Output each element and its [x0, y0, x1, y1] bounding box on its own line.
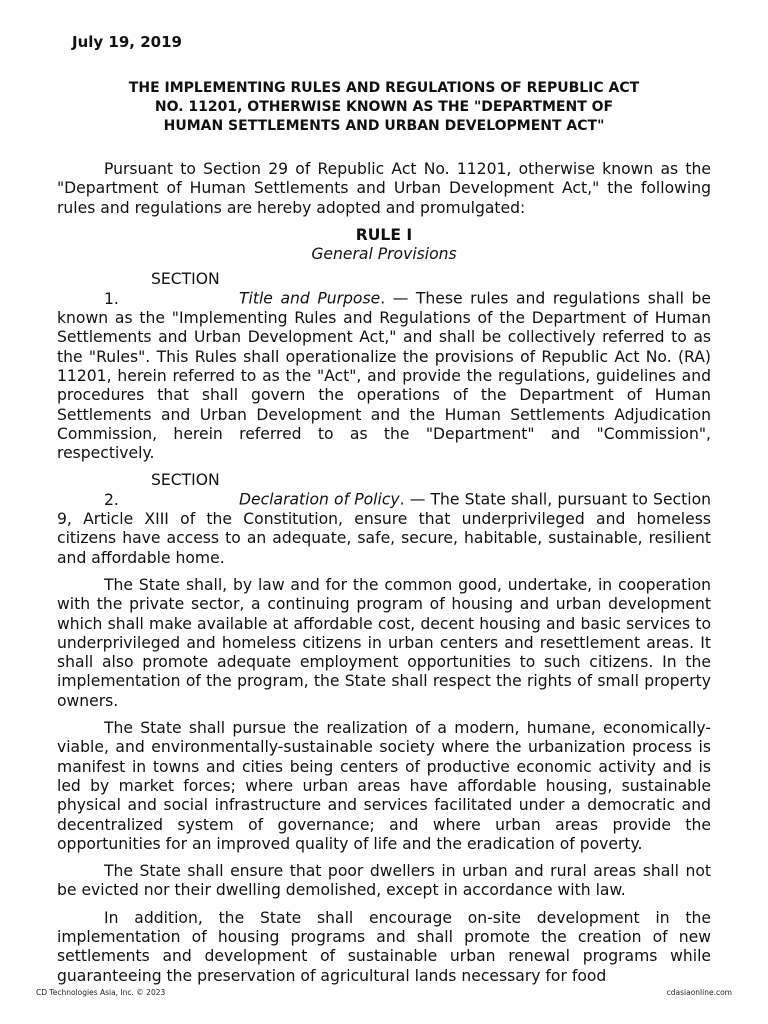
footer-website: cdasiaonline.com — [666, 988, 732, 997]
body-paragraph: In addition, the State shall encourage on-site development in the implementation of housing programs and shall promote the creation of new settlements and development of sustainable urban renewal programs while guaranteeing the preservation of agricultural lands necessary for food — [57, 908, 711, 985]
section-1-title: Title and Purpose — [239, 289, 381, 308]
section-2-paragraph — [57, 471, 711, 567]
title-line: HUMAN SETTLEMENTS AND URBAN DEVELOPMENT ACT" — [163, 118, 605, 134]
title-line: NO. 11201, OTHERWISE KNOWN AS THE "DEPARTMENT OF — [154, 99, 614, 115]
document-title — [57, 79, 711, 136]
section-2-text: . — The State shall, pursuant to Section 9, Article XIII of the Constitution, ensure that underprivileged and homeless citizens have access to an adequate, safe, secure, habitable, sustainable, resilient and affordable home. — [57, 490, 711, 567]
preamble-paragraph: Pursuant to Section 29 of Republic Act No. 11201, otherwise known as the "Department of Human Settlements and Urban Development Act," the following rules and regulations are hereby adopted and promulgated: — [57, 160, 711, 217]
body-paragraph: The State shall pursue the realization of a modern, humane, economically-viable, and environmentally-sustainable society where the urbanization process is manifest in towns and cities being centers of productive economic activity and is led by market forces; where urban areas have affordable housing, sustainable physical and social infrastructure and services facilitated under a democratic and decentralized system of governance; and where urban areas provide the opportunities for an improved quality of life and the eradication of poverty. — [57, 719, 711, 853]
rule-number: RULE I — [355, 225, 413, 244]
rule-name: General Provisions — [311, 245, 457, 264]
section-1-paragraph — [57, 270, 711, 463]
title-line: THE IMPLEMENTING RULES AND REGULATIONS OF REPUBLIC ACT — [128, 80, 640, 96]
body-paragraph: The State shall ensure that poor dwellers in urban and rural areas shall not be evicted nor their dwelling demolished, except in accordance with law. — [57, 862, 711, 900]
section-2-title: Declaration of Policy — [239, 490, 400, 509]
section-1-label: SECTION 1. — [104, 270, 220, 308]
body-paragraph: The State shall, by law and for the common good, undertake, in cooperation with the private sector, a continuing program of housing and urban development which shall make available at affordable cost, decent housing and basic services to underprivileged and homeless citizens in urban centers and resettlement areas. It shall also promote adequate employment opportunities to such citizens. In the implementation of the program, the State shall respect the rights of small property owners. — [57, 575, 711, 710]
document-date: July 19, 2019 — [72, 33, 182, 51]
document-body — [57, 160, 711, 994]
section-2-label: SECTION 2. — [104, 471, 220, 509]
footer-copyright: CD Technologies Asia, Inc. © 2023 — [36, 988, 166, 997]
section-1-text: . — These rules and regulations shall be known as the "Implementing Rules and Regulations of the Department of Human Settlements and Urban Development Act," and shall be collectively referred to as the "Rules". This Rules shall operationalize the provisions of Republic Act No. (RA) 11201, herein referred to as the "Act", and provide the regulations, guidelines and procedures that shall govern the operations of the Department of Human Settlements and Urban Development and the Human Settlements Adjudication Commission, herein referred to as the "Department" and "Commission", respectively. — [57, 289, 711, 463]
rule-heading — [57, 226, 711, 265]
